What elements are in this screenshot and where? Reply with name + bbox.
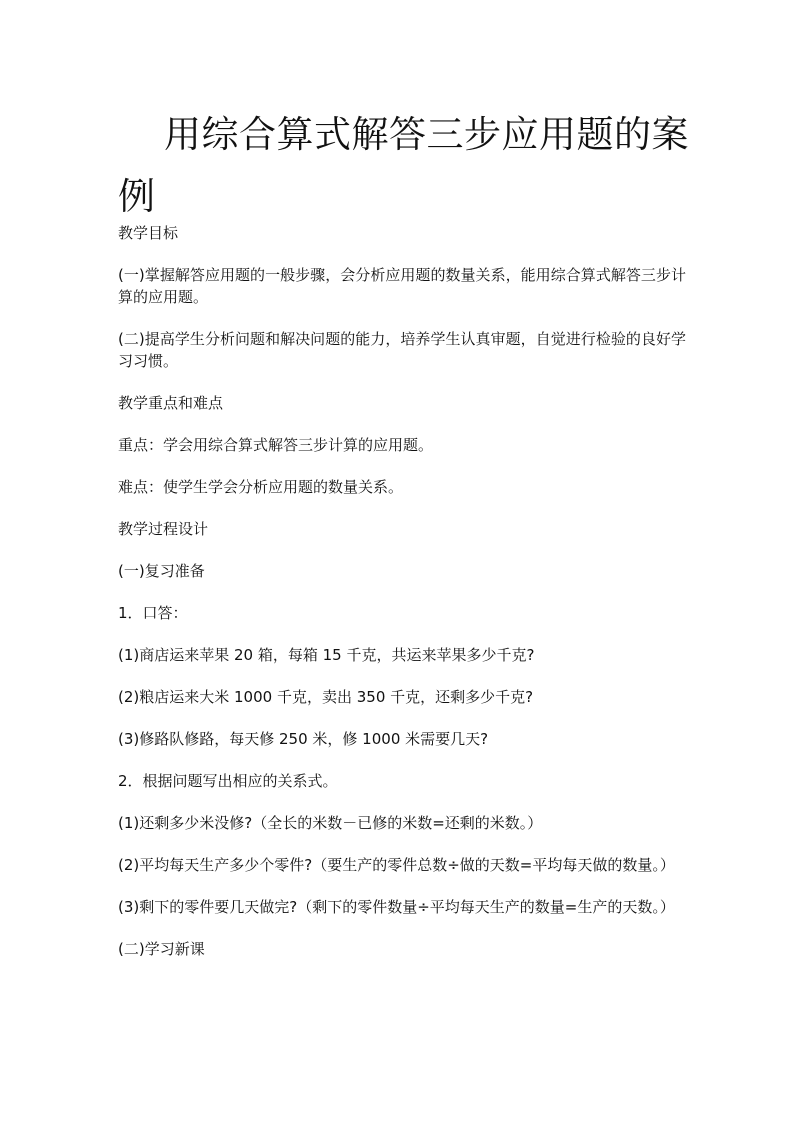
title-line-1: 用综合算式解答三步应用题的案	[164, 113, 689, 156]
document-title	[118, 104, 698, 228]
question-2: (2)粮店运来大米 1000 千克，卖出 350 千克，还剩多少千克?	[118, 688, 534, 706]
difficult-point: 难点：使学生学会分析应用题的数量关系。	[118, 478, 404, 496]
section-new-lesson: (二)学习新课	[118, 940, 205, 958]
key-point: 重点：学会用综合算式解答三步计算的应用题。	[118, 436, 434, 454]
relation-2: (2)平均每天生产多少个零件?（要生产的零件总数÷做的天数=平均每天做的数量。）	[118, 856, 675, 874]
section-review: (一)复习准备	[118, 562, 205, 580]
item-write-relations: 2．根据问题写出相应的关系式。	[118, 772, 338, 790]
heading-teaching-goals: 教学目标	[118, 224, 179, 242]
goal-2: (二)提高学生分析问题和解决问题的能力，培养学生认真审题，自觉进行检验的良好学习习惯。	[118, 330, 686, 370]
document-body	[118, 222, 686, 980]
heading-key-points: 教学重点和难点	[118, 394, 224, 412]
relation-3: (3)剩下的零件要几天做完?（剩下的零件数量÷平均每天生产的数量=生产的天数。）	[118, 898, 675, 916]
relation-1: (1)还剩多少米没修?（全长的米数－已修的米数=还剩的米数。）	[118, 814, 543, 832]
goal-1: (一)掌握解答应用题的一般步骤，会分析应用题的数量关系，能用综合算式解答三步计算的应用题。	[118, 266, 686, 306]
heading-process-design: 教学过程设计	[118, 520, 209, 538]
item-oral-answer: 1．口答：	[118, 604, 188, 622]
title-line-2: 例	[118, 175, 156, 218]
question-3: (3)修路队修路，每天修 250 米，修 1000 米需要几天?	[118, 730, 489, 748]
question-1: (1)商店运来苹果 20 箱，每箱 15 千克，共运来苹果多少千克?	[118, 646, 535, 664]
